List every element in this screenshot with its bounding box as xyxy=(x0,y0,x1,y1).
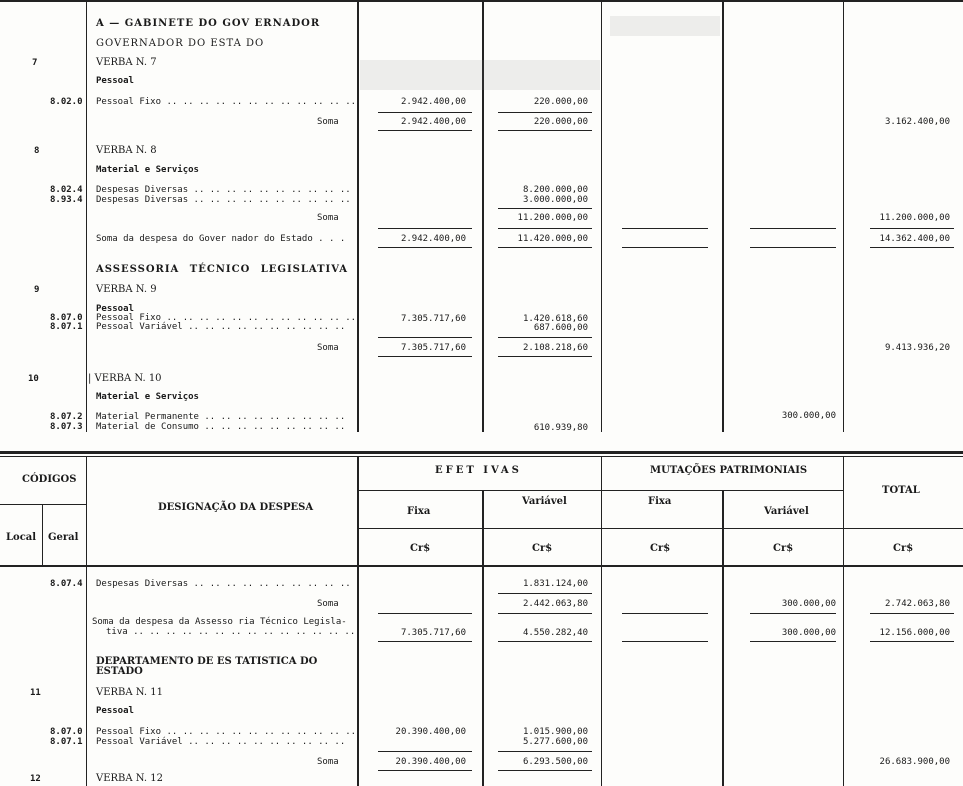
sum-variavel: 11.200.000,00 xyxy=(517,213,588,223)
print-smudge xyxy=(360,60,600,90)
header-total: TOTAL xyxy=(882,485,920,496)
header-mutacoes: MUTAÇÕES PATRIMONIAIS xyxy=(650,465,808,476)
sum-line xyxy=(378,641,472,642)
header-currency: Cr$ xyxy=(410,543,431,554)
row-number: 11 xyxy=(30,688,41,698)
value-variavel: 1.831.124,00 xyxy=(522,579,588,589)
soma-label: Soma xyxy=(317,757,339,767)
section-title: ASSESSORIA TÉCNICO LEGISLATIVA xyxy=(96,264,348,275)
item-label: Material de Consumo .. .. .. .. .. .. .. .. .. xyxy=(96,422,346,432)
header-line xyxy=(358,528,963,529)
sum-line xyxy=(378,228,472,229)
header-variavel: Variável xyxy=(522,496,567,507)
col-divider xyxy=(86,0,87,432)
header-geral: Geral xyxy=(48,532,79,543)
section-title: A — GABINETE DO GOV ERNADOR xyxy=(96,18,321,29)
sum-line xyxy=(498,751,592,752)
row-number: 8 xyxy=(34,146,40,156)
sum-total: 3.162.400,00 xyxy=(884,117,950,127)
value-variavel: 687.600,00 xyxy=(533,323,588,333)
item-label: tiva .. .. .. .. .. .. .. .. .. .. .. .. .. .. xyxy=(106,627,356,637)
sum-line xyxy=(498,641,592,642)
header-fixa: Fixa xyxy=(407,506,431,517)
sum-line xyxy=(378,770,472,771)
code: 8.07.2 xyxy=(50,412,83,422)
sum-line xyxy=(870,228,954,229)
sum-line xyxy=(498,613,592,614)
value-variavel: 610.939,80 xyxy=(533,423,588,433)
sum-line xyxy=(870,613,954,614)
group-label: Pessoal xyxy=(96,706,134,716)
item-label: Pessoal Fixo .. .. .. .. .. .. .. .. .. .. .. .. xyxy=(96,97,357,107)
header-codigos: CÓDIGOS xyxy=(22,474,77,485)
sum-fixa: 20.390.400,00 xyxy=(395,757,466,767)
sum-line xyxy=(750,228,836,229)
sum-line xyxy=(378,356,472,357)
col-divider xyxy=(42,504,43,566)
sum-line xyxy=(622,613,708,614)
verba-label: VERBA N. 7 xyxy=(96,57,157,68)
sum-line xyxy=(750,613,836,614)
header-line xyxy=(358,490,601,491)
value-variavel: 5.277.600,00 xyxy=(522,737,588,747)
header-currency: Cr$ xyxy=(893,543,914,554)
section-title: ESTADO xyxy=(96,666,143,677)
sum-line xyxy=(870,641,954,642)
item-label: Soma da despesa da Assesso ria Técnico Legisla- xyxy=(92,617,347,627)
group-label: Pessoal xyxy=(96,76,134,86)
item-label: Pessoal Fixo .. .. .. .. .. .. .. .. .. .. .. .. xyxy=(96,727,357,737)
sum-line xyxy=(622,247,708,248)
row-number: 7 xyxy=(32,58,38,68)
group-label: Material e Serviços xyxy=(96,392,199,402)
value-variavel: 1.015.900,00 xyxy=(522,727,588,737)
group-label: Pessoal xyxy=(96,304,134,314)
row-number: 10 xyxy=(28,374,39,384)
code: 8.07.0 xyxy=(50,727,83,737)
value-variavel: 3.000.000,00 xyxy=(522,195,588,205)
verba-label: VERBA N. 9 xyxy=(96,284,157,295)
sum-mutacao: 300.000,00 xyxy=(781,628,836,638)
sum-fixa: 7.305.717,60 xyxy=(400,343,466,353)
header-line xyxy=(602,490,843,491)
item-label: Soma da despesa do Gover nador do Estado . . . xyxy=(96,234,346,244)
header-efetivas: EFET IVAS xyxy=(435,465,522,476)
sum-line xyxy=(750,247,836,248)
value-fixa: 20.390.400,00 xyxy=(395,727,466,737)
sum-line xyxy=(750,641,836,642)
value-variavel: 1.420.618,60 xyxy=(522,314,588,324)
verba-label: | VERBA N. 10 xyxy=(88,373,162,384)
sum-fixa: 2.942.400,00 xyxy=(400,117,466,127)
section-subtitle: GOVERNADOR DO ESTA DO xyxy=(96,38,265,49)
soma-label: Soma xyxy=(317,213,339,223)
col-divider xyxy=(722,490,724,786)
value-variavel: 220.000,00 xyxy=(533,97,588,107)
sum-line xyxy=(498,247,592,248)
col-divider xyxy=(601,456,602,786)
col-divider xyxy=(601,0,602,432)
soma-label: Soma xyxy=(317,343,339,353)
item-label: Pessoal Fixo .. .. .. .. .. .. .. .. .. .. .. .. xyxy=(96,313,357,323)
sum-total: 2.742.063,80 xyxy=(884,599,950,609)
section-title: DEPARTAMENTO DE ES TATISTICA DO xyxy=(96,656,318,667)
code: 8.02.0 xyxy=(50,97,83,107)
header-top-border xyxy=(0,456,963,457)
sum-line xyxy=(378,751,472,752)
row-number: 9 xyxy=(34,285,40,295)
header-designacao: DESIGNAÇÃO DA DESPESA xyxy=(158,502,314,513)
sum-total: 9.413.936,20 xyxy=(884,343,950,353)
sum-mutacao: 300.000,00 xyxy=(781,599,836,609)
sum-line xyxy=(498,228,592,229)
group-label: Material e Serviços xyxy=(96,165,199,175)
sum-fixa: 7.305.717,60 xyxy=(400,628,466,638)
sum-line xyxy=(378,112,472,113)
sum-line xyxy=(378,613,472,614)
header-variavel-mut: Variável xyxy=(764,506,809,517)
col-divider xyxy=(843,456,844,786)
sum-variavel: 220.000,00 xyxy=(533,117,588,127)
sum-line xyxy=(498,112,592,113)
verba-label: VERBA N. 8 xyxy=(96,145,157,156)
print-smudge xyxy=(610,16,720,36)
col-divider xyxy=(722,0,724,432)
value-fixa: 2.942.400,00 xyxy=(400,97,466,107)
header-local: Local xyxy=(6,532,37,543)
sum-line xyxy=(498,337,592,338)
sum-line xyxy=(378,337,472,338)
sum-line xyxy=(378,130,472,131)
header-top-border xyxy=(0,451,963,454)
value-fixa: 7.305.717,60 xyxy=(400,314,466,324)
sum-variavel: 2.442.063,80 xyxy=(522,599,588,609)
code: 8.07.4 xyxy=(50,579,83,589)
header-currency: Cr$ xyxy=(650,543,671,554)
sum-line xyxy=(498,593,592,594)
sum-line xyxy=(870,247,954,248)
item-label: Material Permanente .. .. .. .. .. .. .. .. .. xyxy=(96,412,346,422)
item-label: Pessoal Variável .. .. .. .. .. .. .. .. .. .. xyxy=(96,737,346,747)
sum-line xyxy=(622,228,708,229)
code: 8.93.4 xyxy=(50,195,83,205)
header-fixa-mut: Fixa xyxy=(648,496,672,507)
item-label: Despesas Diversas .. .. .. .. .. .. .. .. .. .. xyxy=(96,579,351,589)
verba-label: VERBA N. 11 xyxy=(96,687,163,698)
code: 8.07.1 xyxy=(50,322,83,332)
item-label: Despesas Diversas .. .. .. .. .. .. .. .. .. .. xyxy=(96,185,351,195)
sum-line xyxy=(378,247,472,248)
code: 8.02.4 xyxy=(50,185,83,195)
sum-variavel: 4.550.282,40 xyxy=(522,628,588,638)
sum-total: 14.362.400,00 xyxy=(879,234,950,244)
value-mutacao: 300.000,00 xyxy=(781,411,836,421)
col-divider xyxy=(86,456,87,786)
sum-line xyxy=(498,208,592,209)
item-label: Despesas Diversas .. .. .. .. .. .. .. .. .. .. xyxy=(96,195,351,205)
sum-line xyxy=(498,356,592,357)
sum-fixa: 2.942.400,00 xyxy=(400,234,466,244)
sum-total: 12.156.000,00 xyxy=(879,628,950,638)
code: 8.07.3 xyxy=(50,422,83,432)
soma-label: Soma xyxy=(317,117,339,127)
sum-variavel: 6.293.500,00 xyxy=(522,757,588,767)
sum-total: 26.683.900,00 xyxy=(879,757,950,767)
sum-variavel: 11.420.000,00 xyxy=(517,234,588,244)
item-label: Pessoal Variável .. .. .. .. .. .. .. .. .. .. xyxy=(96,322,346,332)
col-divider xyxy=(357,0,359,432)
code: 8.07.1 xyxy=(50,737,83,747)
sum-line xyxy=(498,770,592,771)
header-currency: Cr$ xyxy=(532,543,553,554)
value-variavel: 8.200.000,00 xyxy=(522,185,588,195)
header-currency: Cr$ xyxy=(773,543,794,554)
sum-line xyxy=(622,641,708,642)
header-line xyxy=(0,504,86,505)
soma-label: Soma xyxy=(317,599,339,609)
verba-label: VERBA N. 12 xyxy=(96,773,163,784)
code: 8.07.0 xyxy=(50,313,83,323)
sum-total: 11.200.000,00 xyxy=(879,213,950,223)
header-bottom-border xyxy=(0,565,963,567)
sum-line xyxy=(498,130,592,131)
sum-variavel: 2.108.218,60 xyxy=(522,343,588,353)
row-number: 12 xyxy=(30,774,41,784)
